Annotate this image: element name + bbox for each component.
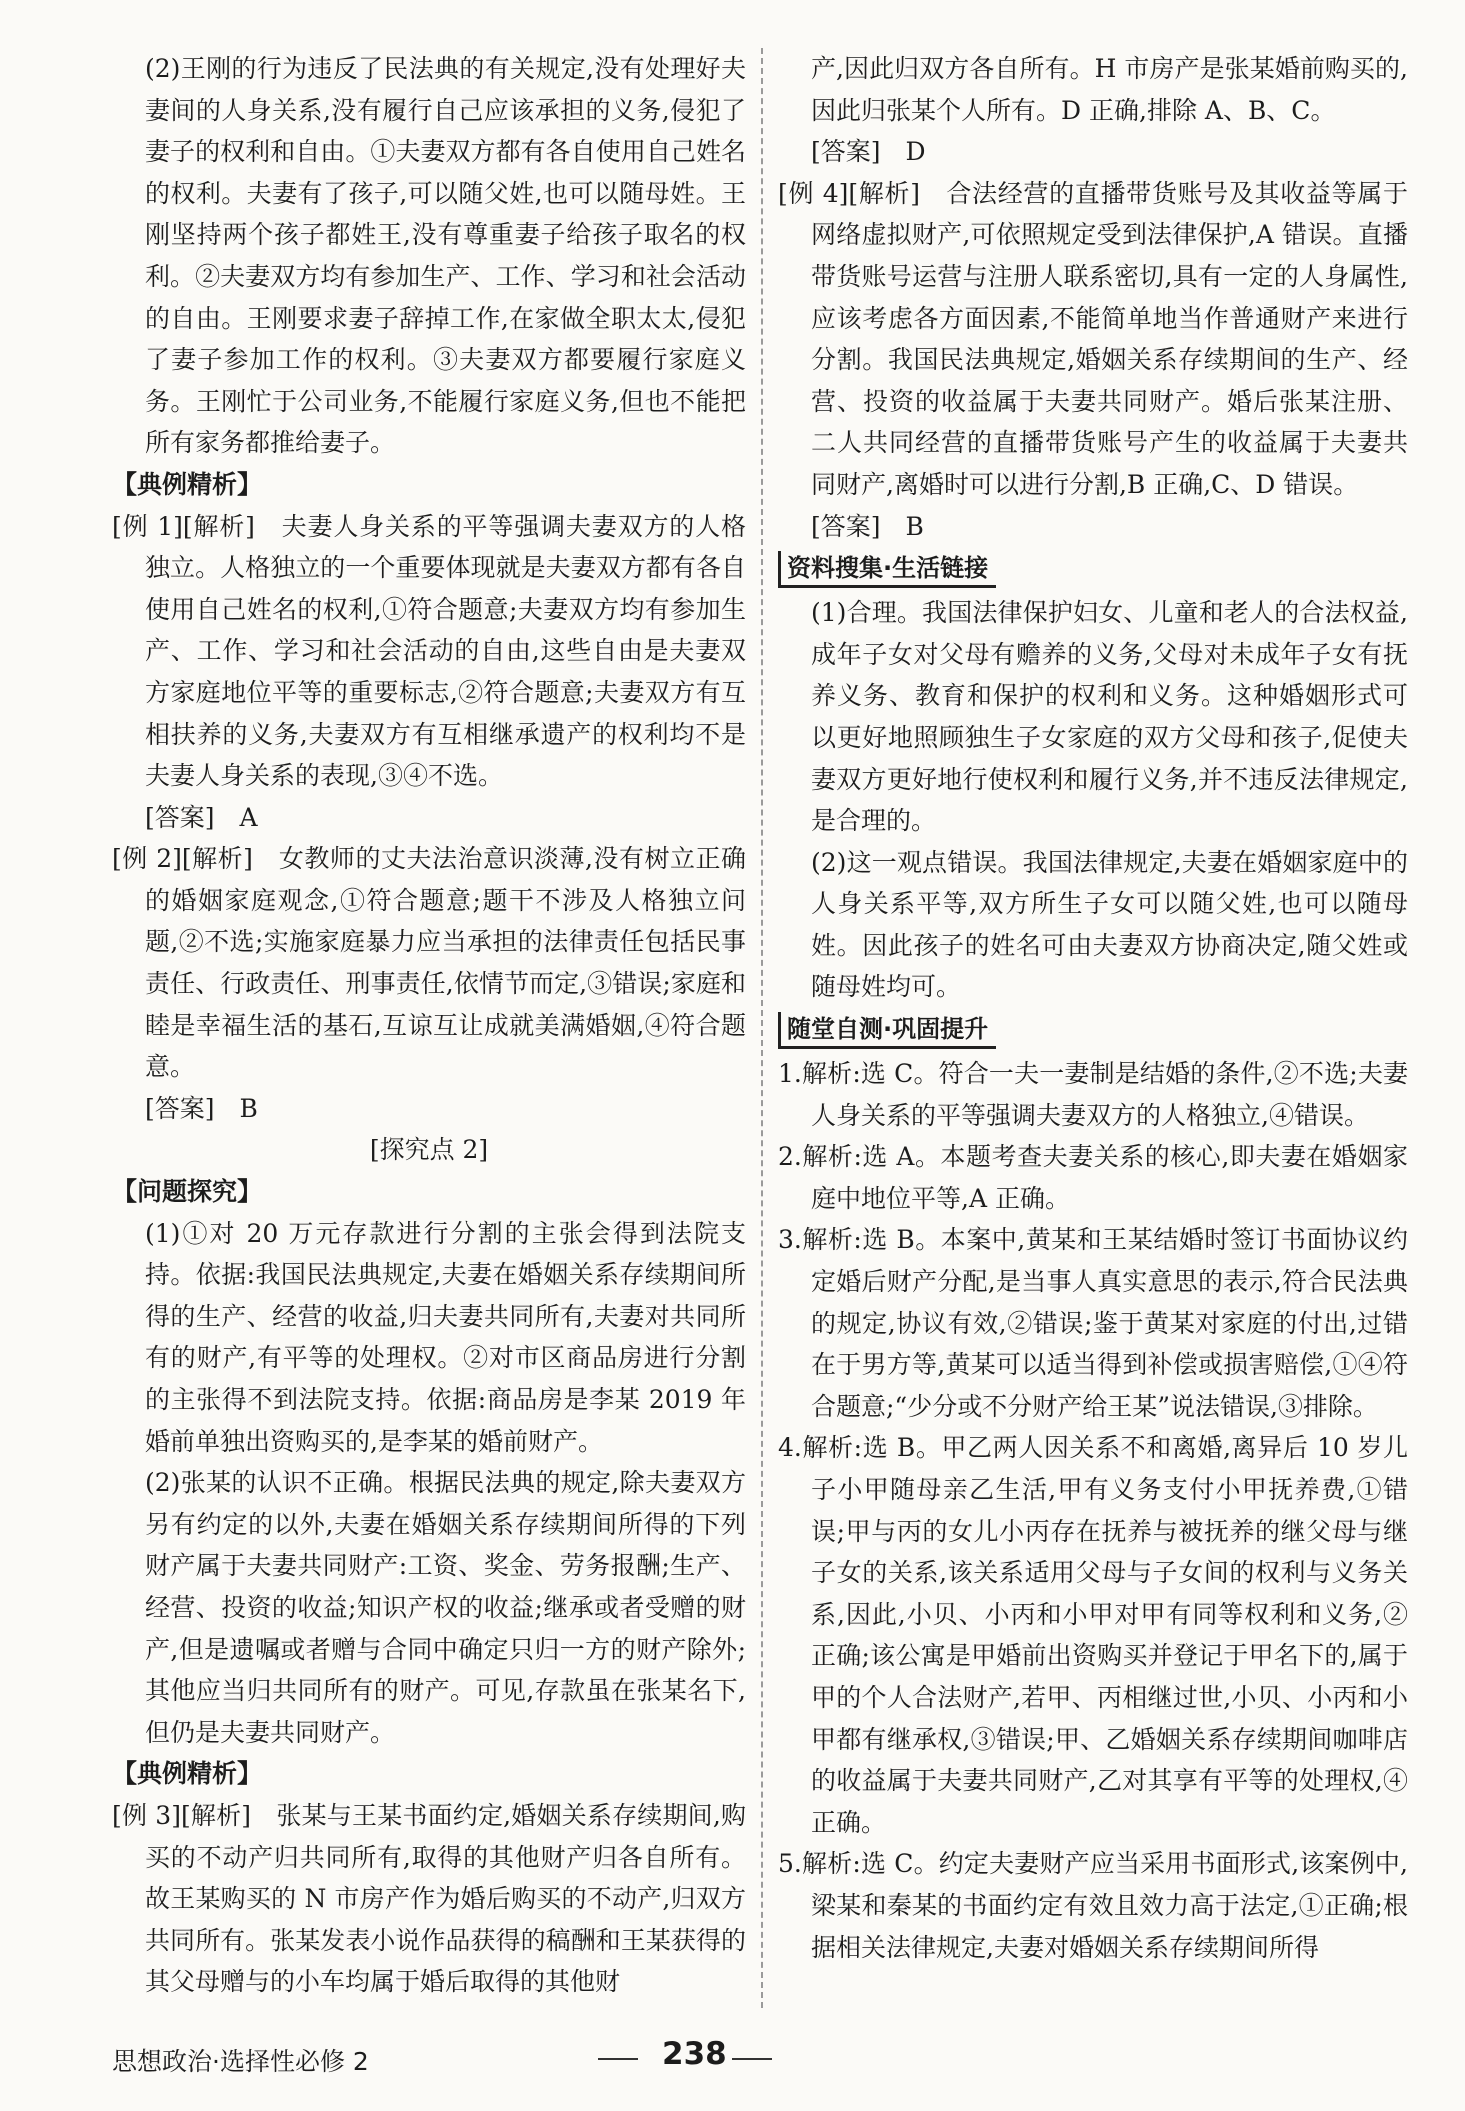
section-heading: 资料搜集·生活链接 (778, 551, 996, 588)
paragraph: (2)张某的认识不正确。根据民法典的规定,除夫妻双方另有约定的以外,夫妻在婚姻关系存续期间所得的下列财产属于夫妻共同财产:工资、奖金、劳务报酬;生产、经营、投资的收益;知识产权的收益;继承或者受赠的财产,但是遗嘱或者赠与合同中确定只归一方的财产除外;其他应当归共同所有的财产。可见,存款虽在张某名下,但仍是夫妻共同财产。 (145, 1468, 746, 1747)
paragraph: [答案] D (811, 137, 926, 167)
book-title: 思想政治·选择性必修 2 (112, 2047, 369, 2076)
section-heading: 随堂自测·巩固提升 (778, 1012, 996, 1049)
footer-dash-left (598, 2058, 638, 2060)
right-column (778, 48, 1408, 1968)
section-title: 【典例精析】 (112, 1759, 263, 1789)
paragraph: (1)①对 20 万元存款进行分割的主张会得到法院支持。依据:我国民法典规定,夫妻在婚姻关系存续期间所得的生产、经营的收益,归夫妻共同所有,夫妻对共同所有的财产,有平等的处理权。②对市区商品房进行分割的主张得不到法院支持。依据:商品房是李某 2019 年婚前单独出资购买的,是李某的婚前财产。 (145, 1218, 746, 1456)
left-column (112, 48, 746, 2003)
column-divider (761, 48, 763, 2008)
page-footer (112, 2038, 1408, 2078)
section-title: 【典例精析】 (112, 469, 263, 499)
paragraph: 产,因此归双方各自所有。H 市房产是张某婚前购买的,因此归张某个人所有。D 正确,排除 A、B、C。 (811, 54, 1408, 125)
paragraph: (2)这一观点错误。我国法律规定,夫妻在婚姻家庭中的人身关系平等,双方所生子女可以随父姓,也可以随母姓。因此孩子的姓名可由夫妻双方协商决定,随父姓或随母姓均可。 (811, 847, 1408, 1002)
section-title: 【问题探究】 (112, 1177, 263, 1207)
paragraph: (2)王刚的行为违反了民法典的有关规定,没有处理好夫妻间的人身关系,没有履行自己应该承担的义务,侵犯了妻子的权利和自由。①夫妻双方都有各自使用自己姓名的权利。夫妻有了孩子,可以随父姓,也可以随母姓。王刚坚持两个孩子都姓王,没有尊重妻子给孩子取名的权利。②夫妻双方均有参加生产、工作、学习和社会活动的自由。王刚要求妻子辞掉工作,在家做全职太太,侵犯了妻子参加工作的权利。③夫妻双方都要履行家庭义务。王刚忙于公司业务,不能履行家庭义务,但也不能把所有家务都推给妻子。 (145, 54, 746, 458)
footer-dash-right (732, 2058, 772, 2060)
paragraph: [例 3][解析] 张某与王某书面约定,婚姻关系存续期间,购买的不动产归共同所有,取得的其他财产归各自所有。故王某购买的 N 市房产作为婚后购买的不动产,归双方共同所有。张某发表小说作品获得的稿酬和王某获得的其父母赠与的小车均属于婚后取得的其他财 (112, 1800, 746, 1997)
paragraph: [答案] B (145, 1093, 258, 1123)
paragraph: 4.解析:选 B。甲乙两人因关系不和离婚,离异后 10 岁儿子小甲随母亲乙生活,甲有义务支付小甲抚养费,①错误;甲与丙的女儿小丙存在抚养与被抚养的继父母与继子女的关系,该关系适用父母与子女间的权利与义务关系,因此,小贝、小丙和小甲对甲有同等权利和义务,②正确;该公寓是甲婚前出资购买并登记于甲名下的,属于甲的个人合法财产,若甲、丙相继过世,小贝、小丙和小甲都有继承权,③错误;甲、乙婚姻关系存续期间咖啡店的收益属于夫妻共同财产,乙对其享有平等的处理权,④正确。 (778, 1433, 1408, 1837)
paragraph: 1.解析:选 C。符合一夫一妻制是结婚的条件,②不选;夫妻人身关系的平等强调夫妻双方的人格独立,④错误。 (778, 1059, 1408, 1130)
page-number: 238 (662, 2036, 727, 2072)
paragraph: 2.解析:选 A。本题考查夫妻关系的核心,即夫妻在婚姻家庭中地位平等,A 正确。 (778, 1142, 1408, 1213)
paragraph: [答案] B (811, 511, 924, 541)
section-heading-row (778, 547, 1408, 592)
paragraph: [例 1][解析] 夫妻人身关系的平等强调夫妻双方的人格独立。人格独立的一个重要体现就是夫妻双方都有各自使用自己姓名的权利,①符合题意;夫妻双方均有参加生产、工作、学习和社会活动的自由,这些自由是夫妻双方家庭地位平等的重要标志,②符合题意;夫妻双方有互相扶养的义务,夫妻双方有互相继承遗产的权利均不是夫妻人身关系的表现,③④不选。 (112, 511, 746, 791)
paragraph: 5.解析:选 C。约定夫妻财产应当采用书面形式,该案例中,梁某和秦某的书面约定有效且效力高于法定,①正确;根据相关法律规定,夫妻对婚姻关系存续期间所得 (778, 1849, 1408, 1962)
paragraph: [答案] A (145, 802, 258, 832)
paragraph: 3.解析:选 B。本案中,黄某和王某结婚时签订书面协议约定婚后财产分配,是当事人真实意思的表示,符合民法典的规定,协议有效,②错误;鉴于黄某对家庭的付出,过错在于男方等,黄某可以适当得到补偿或损害赔偿,①④符合题意;“少分或不分财产给王某”说法错误,③排除。 (778, 1225, 1408, 1421)
paragraph: (1)合理。我国法律保护妇女、儿童和老人的合法权益,成年子女对父母有赡养的义务,父母对未成年子女有抚养义务、教育和保护的权利和义务。这种婚姻形式可以更好地照顾独生子女家庭的双方父母和孩子,促使夫妻双方更好地行使权利和履行义务,并不违反法律规定,是合理的。 (811, 598, 1408, 836)
subsection-title: [探究点 2] (369, 1135, 489, 1165)
section-heading-row (778, 1008, 1408, 1053)
paragraph: [例 2][解析] 女教师的丈夫法治意识淡薄,没有树立正确的婚姻家庭观念,①符合题意;题干不涉及人格独立问题,②不选;实施家庭暴力应当承担的法律责任包括民事责任、行政责任、刑事责任,依情节而定,③错误;家庭和睦是幸福生活的基石,互谅互让成就美满婚姻,④符合题意。 (112, 844, 746, 1082)
paragraph: [例 4][解析] 合法经营的直播带货账号及其收益等属于网络虚拟财产,可依照规定受到法律保护,A 错误。直播带货账号运营与注册人联系密切,具有一定的人身属性,应该考虑各方面因素,不能简单地当作普通财产来进行分割。我国民法典规定,婚姻关系存续期间的生产、经营、投资的收益属于夫妻共同财产。婚后张某注册、二人共同经营的直播带货账号产生的收益属于夫妻共同财产,离婚时可以进行分割,B 正确,C、D 错误。 (778, 178, 1408, 499)
